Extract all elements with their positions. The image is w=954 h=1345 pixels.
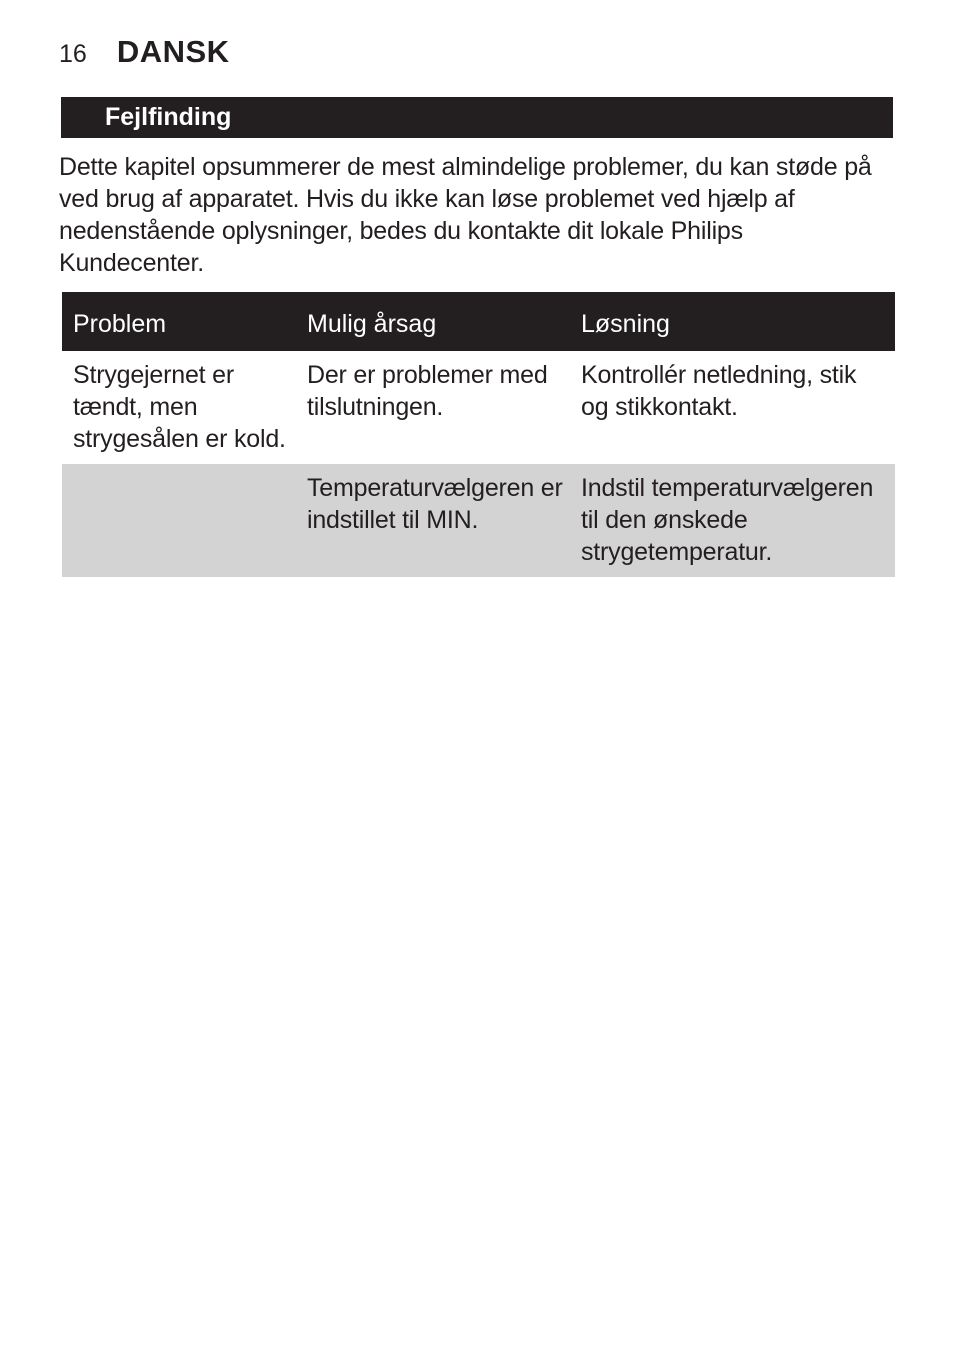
- cause-cell: Der er problemer med tilslutningen.: [307, 361, 548, 421]
- column-header-problem: Problem: [73, 310, 167, 338]
- section-heading-bar: [61, 97, 893, 138]
- solution-cell: Indstil temperaturvælgeren til den ønskede strygetemperatur.: [581, 474, 874, 566]
- language-heading: DANSK: [116, 34, 230, 69]
- table-row: [62, 464, 895, 577]
- page-header: [59, 34, 230, 74]
- problem-cell: Strygejernet er tændt, men strygesålen er kold.: [73, 361, 286, 453]
- intro-paragraph: Dette kapitel opsummerer de mest almindelige problemer, du kan støde på ved brug af apparatet. Hvis du ikke kan løse problemet ved hjælp af nedenstående oplysninger, bedes du kontakte dit lokale Philips Kundecenter.: [59, 153, 872, 277]
- section-title: Fejlfinding: [105, 103, 232, 131]
- table-row: [62, 351, 895, 464]
- solution-cell: Kontrollér netledning, stik og stikkontakt.: [581, 361, 857, 421]
- column-header-cause: Mulig årsag: [307, 310, 437, 338]
- cause-cell: Temperaturvælgeren er indstillet til MIN.: [307, 474, 563, 534]
- troubleshooting-table: [62, 292, 895, 577]
- page-number: 16: [59, 40, 87, 68]
- problem-cell: [62, 464, 296, 577]
- table-header-row: [62, 292, 895, 351]
- column-header-solution: Løsning: [581, 310, 670, 338]
